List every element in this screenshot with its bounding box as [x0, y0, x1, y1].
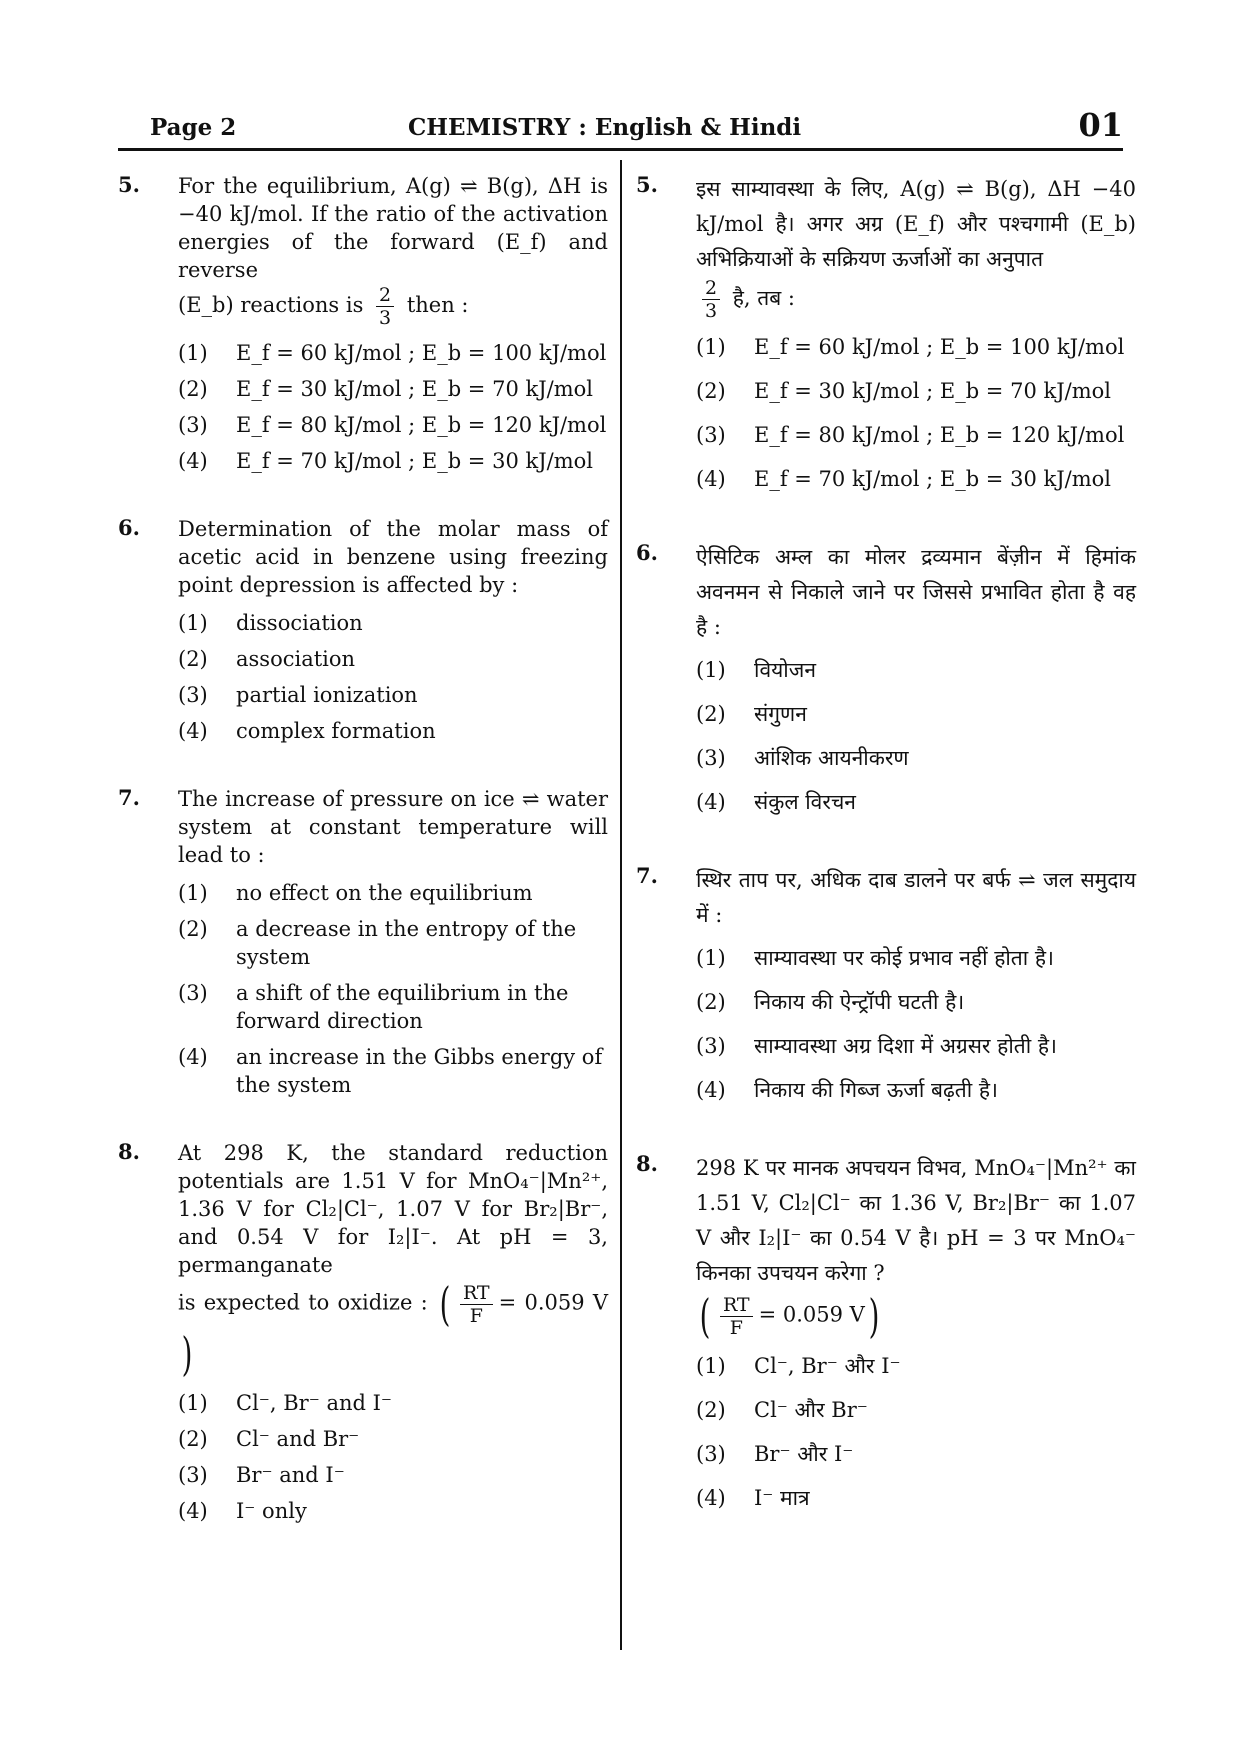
option-number: (3): [178, 981, 208, 1005]
fraction-denominator: F: [729, 1316, 743, 1339]
question-text-line: is expected to oxidize :: [178, 1290, 428, 1315]
option-number: (3): [178, 683, 208, 707]
question-text: स्थिर ताप पर, अधिक दाब डालने पर बर्फ ⇌ जल समुदाय में :: [696, 868, 1136, 927]
fraction-denominator: 3: [705, 300, 718, 322]
option-number: (3): [696, 1034, 726, 1058]
fraction-denominator: F: [469, 1304, 483, 1327]
option: [696, 1439, 1136, 1469]
option: [696, 1395, 1136, 1425]
question-7-hi: [636, 863, 1136, 1105]
option: [178, 717, 608, 745]
option: [696, 987, 1136, 1017]
question-text: [696, 172, 1136, 322]
fraction-value: = 0.059 V: [758, 1302, 865, 1327]
option-number: (3): [696, 1442, 726, 1466]
option-text: आंशिक आयनीकरण: [754, 746, 909, 770]
option: [178, 609, 608, 637]
question-text-line: (E_b) reactions is: [178, 293, 364, 317]
option-text: Cl⁻, Br⁻ and I⁻: [236, 1391, 392, 1415]
option: [696, 943, 1136, 973]
options-list: [696, 332, 1136, 494]
option-text: I⁻ only: [236, 1499, 307, 1523]
option-text: E_f = 60 kJ/mol ; E_b = 100 kJ/mol: [754, 335, 1125, 359]
option: [696, 420, 1136, 450]
right-paren-icon: ): [181, 1327, 193, 1381]
option-text: Br⁻ and I⁻: [236, 1463, 345, 1487]
option-number: (4): [696, 790, 726, 814]
option: [696, 376, 1136, 406]
option-number: (1): [178, 611, 208, 635]
option: [178, 1389, 608, 1417]
option-text: Cl⁻ and Br⁻: [236, 1427, 360, 1451]
option-text: association: [236, 647, 356, 671]
option: [178, 681, 608, 709]
option-number: (2): [696, 379, 726, 403]
fraction-numerator: 2: [376, 284, 394, 307]
options-list: [178, 609, 608, 745]
hindi-column: [636, 172, 1136, 1527]
option-number: (4): [178, 1499, 208, 1523]
english-column: [118, 172, 608, 1533]
option: [178, 339, 608, 367]
option-text: वियोजन: [754, 658, 816, 682]
option: [696, 655, 1136, 685]
fraction-numerator: RT: [720, 1294, 753, 1317]
options-list: [178, 879, 608, 1099]
question-number: 6.: [636, 540, 658, 565]
question-number: 5.: [118, 172, 140, 197]
option: [178, 411, 608, 439]
option: [696, 1351, 1136, 1381]
question-text: ऐसिटिक अम्ल का मोलर द्रव्यमान बेंज़ीन में हिमांक अवनमन से निकाले जाने पर जिससे प्रभावित होता है वह है :: [696, 545, 1137, 639]
option-text: Br⁻ और I⁻: [754, 1442, 854, 1466]
option-number: (4): [178, 449, 208, 473]
option-number: (1): [178, 1391, 208, 1415]
option-text: साम्यावस्था अग्र दिशा में अग्रसर होती है।: [754, 1034, 1057, 1058]
option: [178, 1425, 608, 1453]
option-text: a shift of the equilibrium in the forward direction: [236, 981, 569, 1033]
option-number: (2): [178, 377, 208, 401]
option: [178, 1497, 608, 1525]
question-number: 8.: [636, 1151, 658, 1176]
option-number: (3): [178, 413, 208, 437]
question-6-en: [118, 515, 608, 745]
option-number: (4): [696, 467, 726, 491]
option: [696, 699, 1136, 729]
option: [178, 979, 608, 1035]
question-number: 7.: [118, 785, 140, 810]
question-5-en: [118, 172, 608, 475]
question-8-hi: [636, 1151, 1136, 1513]
option: [696, 1075, 1136, 1105]
question-number: 6.: [118, 515, 140, 540]
fraction-denominator: 3: [379, 307, 392, 329]
fraction-value: = 0.059 V: [498, 1290, 608, 1315]
option-text: I⁻ मात्र: [754, 1486, 810, 1510]
option-text: partial ionization: [236, 683, 418, 707]
option: [696, 332, 1136, 362]
option-text: E_f = 80 kJ/mol ; E_b = 120 kJ/mol: [754, 423, 1125, 447]
option-text: Cl⁻ और Br⁻: [754, 1398, 868, 1422]
option-number: (4): [178, 1045, 208, 1069]
option-number: (1): [178, 881, 208, 905]
option-number: (1): [696, 335, 726, 359]
option-text: complex formation: [236, 719, 436, 743]
left-paren-icon: (: [439, 1277, 451, 1331]
question-7-en: [118, 785, 608, 1099]
option-number: (1): [696, 946, 726, 970]
fraction: [702, 277, 720, 322]
question-text: [178, 172, 608, 329]
option-text: निकाय की गिब्ज ऊर्जा बढ़ती है।: [754, 1078, 999, 1102]
option: [178, 447, 608, 475]
page-number: Page 2: [150, 114, 237, 141]
left-paren-icon: (: [699, 1289, 711, 1343]
option-number: (1): [696, 658, 726, 682]
option-text: an increase in the Gibbs energy of the system: [236, 1045, 603, 1097]
option-text: निकाय की ऐन्ट्रॉपी घटती है।: [754, 990, 965, 1014]
question-text: The increase of pressure on ice ⇌ water system at constant temperature will lead to :: [178, 787, 608, 867]
options-list: [178, 339, 608, 475]
question-text-line: At 298 K, the standard reduction potentials are 1.51 V for MnO₄⁻|Mn²⁺,: [178, 1141, 608, 1193]
question-number: 7.: [636, 863, 658, 888]
option-number: (2): [696, 702, 726, 726]
option-number: (1): [178, 341, 208, 365]
question-text: [178, 1139, 608, 1379]
option-number: (3): [696, 746, 726, 770]
fraction-numerator: 2: [702, 277, 720, 300]
question-text: [696, 1151, 1136, 1341]
option-number: (3): [178, 1463, 208, 1487]
option-number: (2): [178, 1427, 208, 1451]
options-list: [178, 1389, 608, 1525]
option: [178, 1043, 608, 1099]
option-text: संकुल विरचन: [754, 790, 856, 814]
option: [178, 915, 608, 971]
option-text: E_f = 30 kJ/mol ; E_b = 70 kJ/mol: [754, 379, 1111, 403]
fraction: [720, 1294, 753, 1339]
question-6-hi: [636, 540, 1136, 817]
question-number: 8.: [118, 1139, 140, 1164]
question-text-line: For the equilibrium, A(g) ⇌ B(g), ΔH is −40 kJ/mol. If the ratio of the activation energies of the forward (E_f) and reverse: [178, 174, 608, 282]
option: [696, 787, 1136, 817]
option-number: (4): [696, 1078, 726, 1102]
page-header: [118, 108, 1123, 151]
option: [178, 375, 608, 403]
question-text-line: 298 K पर मानक अपचयन विभव, MnO₄⁻|Mn²⁺ का 1.51 V, Cl₂|Cl⁻ का 1.36 V, Br₂|Br⁻ का 1.07 V और I₂|I⁻ का 0.54 V है। pH = 3 पर MnO₄⁻ किनका उपचयन करेगा ?: [696, 1156, 1136, 1285]
options-list: [696, 1351, 1136, 1513]
option-number: (2): [696, 990, 726, 1014]
option-text: E_f = 30 kJ/mol ; E_b = 70 kJ/mol: [236, 377, 593, 401]
option-text: E_f = 70 kJ/mol ; E_b = 30 kJ/mol: [236, 449, 593, 473]
paper-code: 01: [1078, 106, 1123, 144]
option-text: E_f = 80 kJ/mol ; E_b = 120 kJ/mol: [236, 413, 607, 437]
option: [696, 743, 1136, 773]
option-number: (2): [178, 647, 208, 671]
option-number: (3): [696, 423, 726, 447]
option-text: dissociation: [236, 611, 363, 635]
option-text: no effect on the equilibrium: [236, 881, 533, 905]
question-5-hi: [636, 172, 1136, 494]
option: [178, 1461, 608, 1489]
question-text-line: 1.36 V for Cl₂|Cl⁻, 1.07 V for Br₂|Br⁻, and 0.54 V for I₂|I⁻. At pH = 3, permanganate: [178, 1197, 608, 1277]
question-text-line: है, तब :: [732, 286, 795, 310]
fraction-numerator: RT: [460, 1282, 493, 1305]
option: [178, 879, 608, 907]
question-number: 5.: [636, 172, 658, 197]
option-text: a decrease in the entropy of the system: [236, 917, 577, 969]
fraction: [376, 284, 394, 329]
column-divider: [620, 160, 622, 1650]
options-list: [696, 943, 1136, 1105]
question-8-en: [118, 1139, 608, 1525]
options-list: [696, 655, 1136, 817]
option: [696, 1031, 1136, 1061]
question-text-line: इस साम्यावस्था के लिए, A(g) ⇌ B(g), ΔH −40 kJ/mol है। अगर अग्र (E_f) और पश्चगामी (E_b) अभिक्रियाओं के सक्रियण ऊर्जाओं का अनुपात: [696, 177, 1136, 271]
option-text: E_f = 60 kJ/mol ; E_b = 100 kJ/mol: [236, 341, 607, 365]
question-text: Determination of the molar mass of acetic acid in benzene using freezing point depression is affected by :: [178, 517, 608, 597]
option: [696, 464, 1136, 494]
option-text: Cl⁻, Br⁻ और I⁻: [754, 1354, 901, 1378]
option-text: संगुणन: [754, 702, 807, 726]
right-paren-icon: ): [868, 1289, 880, 1343]
option-number: (2): [178, 917, 208, 941]
option-text: साम्यावस्था पर कोई प्रभाव नहीं होता है।: [754, 946, 1054, 970]
option-number: (4): [178, 719, 208, 743]
subject-title: CHEMISTRY : English & Hindi: [408, 114, 802, 141]
option-number: (4): [696, 1486, 726, 1510]
fraction: [460, 1282, 493, 1327]
question-text-line: then :: [406, 293, 469, 317]
option: [696, 1483, 1136, 1513]
option-text: E_f = 70 kJ/mol ; E_b = 30 kJ/mol: [754, 467, 1111, 491]
option: [178, 645, 608, 673]
option-number: (2): [696, 1398, 726, 1422]
option-number: (1): [696, 1354, 726, 1378]
